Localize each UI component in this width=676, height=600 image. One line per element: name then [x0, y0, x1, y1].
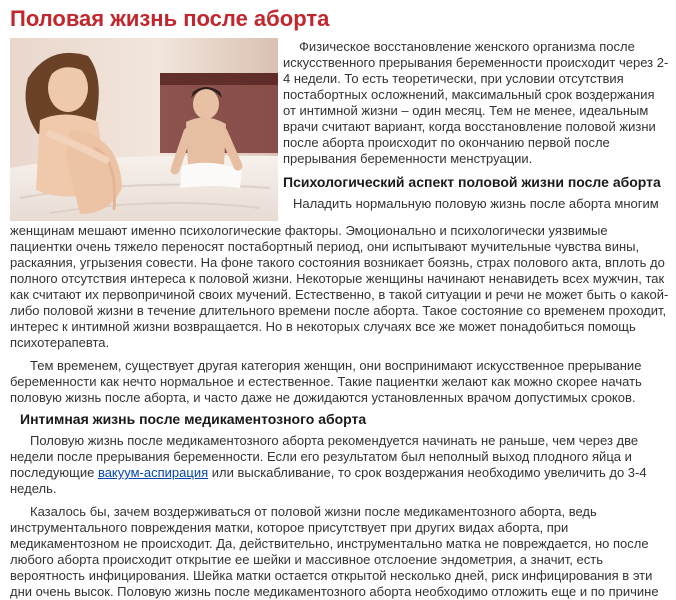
section-psychological-paragraph-rest: женщинам мешают именно психологические факторы. Эмоционально и психологически уязвимые пациентки очень тяжело переносят постабортный период, они испытывают мучительные чувства вины, раскаяния, угрызения совести. На фоне такого состояния возникает боязнь, страх полового акта, вплоть до полного отсутствия интереса к половой жизни. Некоторые женщины начинают ненавидеть всех мужчин, так как считают их первопричиной своих мучений. Естественно, в такой ситуации и речи не может быть о какой-либо половой жизни в течение длительного времени после аборта. Такое состояние со временем проходит, интерес к интимной жизни возвращается. Но в некоторых случаях все же может понадобиться помощь психотерапевта.	[10, 223, 669, 350]
section-psychological-body	[10, 223, 670, 600]
section-psychological-paragraph-start: Наладить нормальную половую жизнь после аборта многим	[293, 196, 659, 211]
article-photo	[10, 38, 278, 221]
section-medical-abortion-heading: Интимная жизнь после медикаментозного аборта	[20, 411, 367, 427]
paragraph-text: Половую жизнь после медикаментозного аборта рекомендуется начинать не раньше, чем через две недели после прерывания беременности. Если его результатом был неполный выход плодного яйца и последующие	[10, 433, 639, 480]
paragraph-text: или выскабливание, то срок воздержания необходимо увеличить до 3-4 недель.	[10, 465, 647, 496]
section-psychological-paragraph-2: Тем временем, существует другая категория женщин, они воспринимают искусственное прерывание беременности как нечто нормальное и естественное. Такие пациентки желают как можно скорее начать половую жизнь после аборта, и часто даже не дожидаются установленных врачом допустимых сроков.	[10, 358, 642, 405]
intro-paragraph: Физическое восстановление женского организма после искусственного прерывания беременности происходит через 2-4 недели. То есть теоретически, при условии отсутствия постабортных осложнений, максимальный срок воздержания от интимной жизни – один месяц. Тем не менее, идеальным врачи считают вариант, когда восстановление половой жизни после аборта происходит по окончанию первой после прерывания беременности менструации.	[283, 39, 669, 166]
section-psychological-heading: Психологический аспект половой жизни после аборта	[283, 174, 661, 190]
intro-column	[283, 39, 669, 212]
couple-photo-illustration	[10, 38, 278, 221]
section-medical-abortion-paragraph-1	[10, 433, 670, 497]
vacuum-aspiration-link[interactable]: вакуум-аспирация	[97, 465, 209, 480]
article-title: Половая жизнь после аборта	[10, 6, 330, 31]
section-medical-abortion-paragraph-2: Казалось бы, зачем воздерживаться от половой жизни после медикаментозного аборта, ведь инструментального повреждения матки, которое присутствует при других видах аборта, при медикаментозном не происходит. Да, действительно, инструментально матка не повреждается, но после любого аборта происходит открытие ее шейки и массивное отслоение эндометрия, а значит, есть вероятность инфицирования. Шейка матки остается открытой несколько дней, риск инфицирования в эти дни очень высок. Половую жизнь после медикаментозного аборта необходимо отложить еще и по причине	[10, 504, 659, 599]
